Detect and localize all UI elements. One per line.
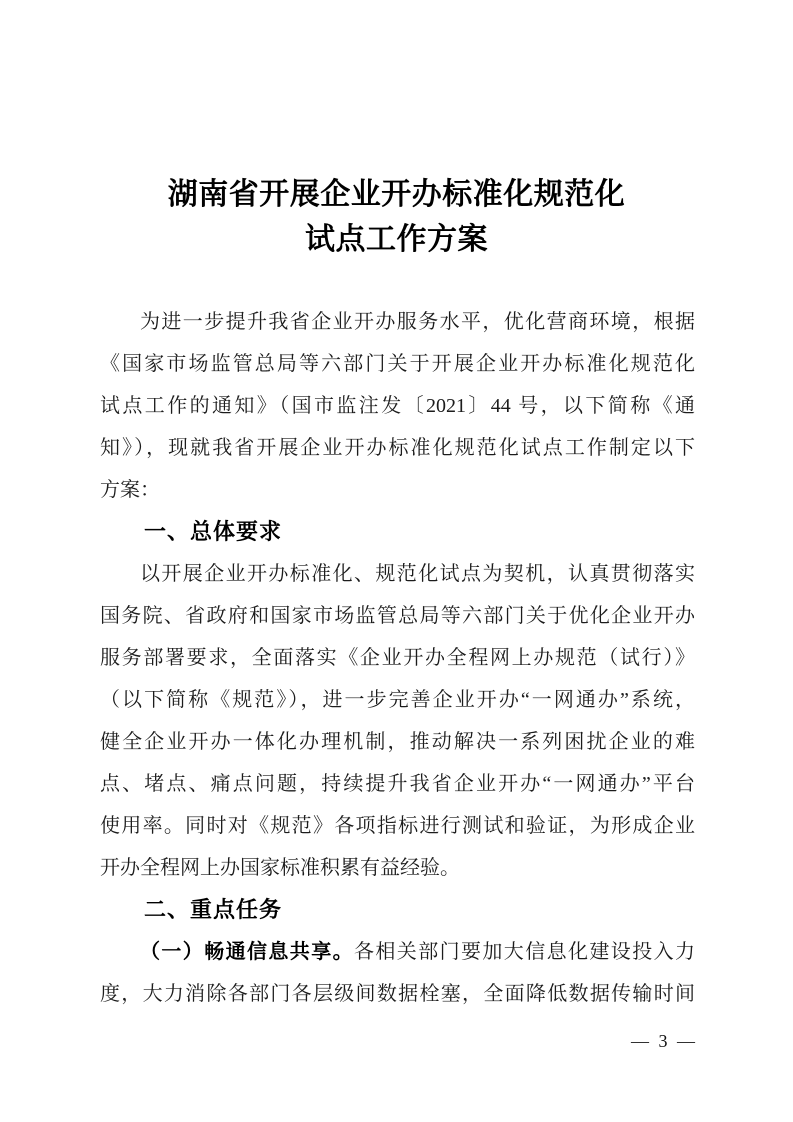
text-line: 国务院、省政府和国家市场监管总局等六部门关于优化企业开办 [100,605,695,627]
document-title [0,172,793,262]
text-line: 使用率。同时对《规范》各项指标进行测试和验证，为形成企业 [100,815,695,837]
document-body [100,301,695,1015]
paragraph [100,301,695,511]
text-run: 各相关部门要加大信息化建设投入力 [354,941,695,963]
text-line: 开办全程网上办国家标准积累有益经验。 [100,857,460,879]
text-line: 健全企业开办一体化办理机制，推动解决一系列困扰企业的难 [100,731,695,753]
text-line: 知》），现就我省开展企业开办标准化规范化试点工作制定以下 [100,437,695,459]
paragraph [100,553,695,889]
section-heading: 二、重点任务 [144,897,283,922]
title-line-2: 试点工作方案 [305,223,488,256]
title-line-1: 湖南省开展企业开办标准化规范化 [167,178,626,211]
page-number: — 3 — [631,1031,695,1051]
text-line: 点、堵点、痛点问题，持续提升我省企业开办“一网通办”平台 [100,773,695,795]
text-line: 度，大力消除各部门各层级间数据栓塞，全面降低数据传输时间 [100,983,695,1005]
text-line: 《国家市场监管总局等六部门关于开展企业开办标准化规范化 [100,353,695,375]
text-line [100,931,695,973]
text-line: 以开展企业开办标准化、规范化试点为契机，认真贯彻落实 [140,563,695,585]
section-heading: 一、总体要求 [144,519,283,544]
paragraph-lead-emphasis: （一）畅通信息共享。 [140,941,354,963]
text-line: （以下简称《规范》），进一步完善企业开办“一网通办”系统， [100,689,695,711]
text-line: 试点工作的通知》（国市监注发〔2021〕44 号，以下简称《通 [100,395,695,417]
text-line: 为进一步提升我省企业开办服务水平，优化营商环境，根据 [140,311,695,333]
text-line: 服务部署要求，全面落实《企业开办全程网上办规范（试行）》 [100,647,695,669]
text-line: 方案： [100,479,160,501]
paragraph [100,931,695,1015]
